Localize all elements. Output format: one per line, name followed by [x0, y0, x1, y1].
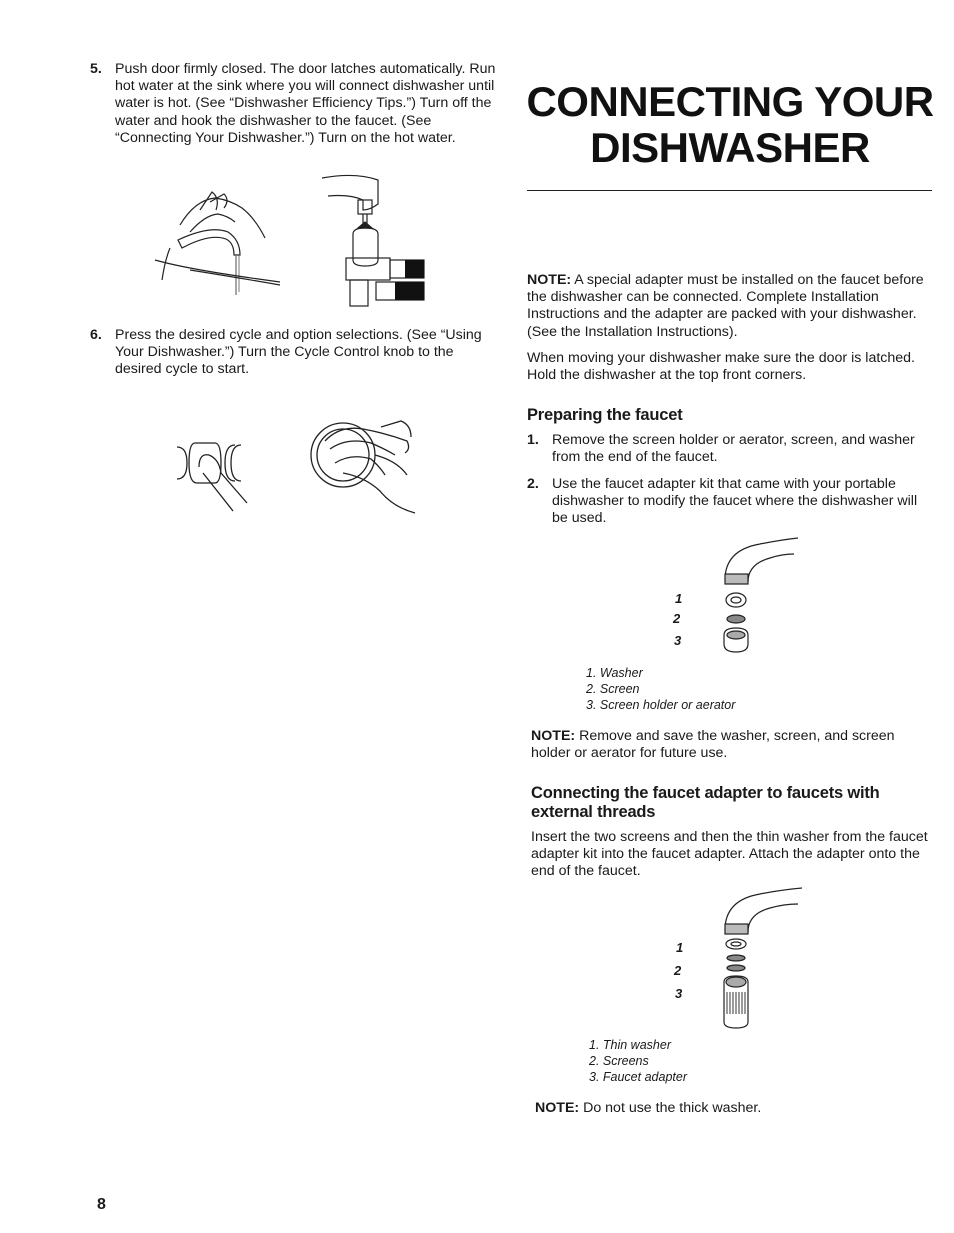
callout-2: 2 — [674, 963, 682, 978]
diagram-1-legend — [586, 665, 735, 713]
note-label: NOTE: — [535, 1100, 580, 1116]
section-heading: Connecting the faucet adapter to faucets with external threads — [531, 784, 880, 821]
legend-item: 3. Faucet adapter — [589, 1070, 687, 1084]
thick-washer-note — [535, 1100, 930, 1117]
body-text: Insert the two screens and then the thin washer from the faucet adapter kit into the faucet adapter. Attach the adapter onto the end of the faucet. — [531, 829, 928, 880]
step-text: Press the desired cycle and option selections. (See “Using Your Dishwasher.”) Turn the Cycle Control knob to the desired cycle to start. — [115, 327, 482, 378]
step-number: 2. — [527, 476, 539, 492]
diagram-2-legend — [589, 1037, 687, 1085]
prep-step-1 — [527, 432, 932, 466]
moving-paragraph — [527, 350, 927, 384]
note-label: NOTE: — [531, 728, 576, 744]
title-line-2: DISHWASHER — [590, 124, 870, 171]
callout-3: 3 — [674, 633, 682, 648]
section-heading: Preparing the faucet — [527, 406, 683, 424]
step-text: Push door firmly closed. The door latches automatically. Run hot water at the sink where you will connect dishwasher until water is hot. (See “Dishwasher Efficiency Tips.”) Turn off the water and hook the dishwasher to the faucet. (See “Connecting Your Dishwasher.”) Turn on the hot water. — [115, 61, 496, 146]
callout-3: 3 — [675, 986, 683, 1001]
page-title — [520, 79, 940, 171]
adapter-note — [527, 272, 927, 341]
note-text: Do not use the thick washer. — [579, 1100, 762, 1116]
faucet-parts-diagram — [670, 530, 810, 665]
legend-item: 2. Screens — [589, 1054, 649, 1068]
step-text: Use the faucet adapter kit that came with your portable dishwasher to modify the faucet where the dishwasher will be used. — [552, 476, 918, 527]
step-5 — [90, 61, 500, 147]
section-preparing-faucet — [527, 406, 932, 425]
note-paragraph — [531, 728, 931, 762]
note-paragraph — [535, 1100, 930, 1117]
faucet-washer-screen-drawing — [670, 530, 810, 665]
external-threads-body — [531, 829, 931, 881]
faucet-connection-illustration — [150, 170, 440, 310]
control-panel-illustration — [175, 415, 435, 520]
note-paragraph — [527, 272, 927, 341]
section-external-threads — [531, 784, 931, 822]
callout-1: 1 — [676, 940, 684, 955]
save-parts-note — [531, 728, 931, 762]
callout-1: 1 — [675, 591, 683, 606]
note-text: Remove and save the washer, screen, and screen holder or aerator for future use. — [531, 728, 895, 762]
legend-item: 1. Thin washer — [589, 1038, 671, 1052]
moving-text: When moving your dishwasher make sure the door is latched. Hold the dishwasher at the top front corners. — [527, 350, 915, 384]
note-label: NOTE: — [527, 272, 572, 288]
button-knob-drawing — [175, 415, 435, 520]
title-line-1: CONNECTING YOUR — [526, 78, 934, 125]
legend-item: 1. Washer — [586, 666, 643, 680]
adapter-assembly-drawing — [670, 882, 810, 1032]
sink-hand-drawing — [150, 170, 440, 310]
prep-step-2 — [527, 476, 932, 528]
page-number: 8 — [97, 1196, 106, 1213]
legend-item: 2. Screen — [586, 682, 640, 696]
adapter-parts-diagram — [670, 882, 810, 1032]
step-number: 1. — [527, 432, 539, 448]
title-rule — [527, 190, 932, 191]
step-number: 5. — [90, 61, 102, 77]
note-text: A special adapter must be installed on the faucet before the dishwasher can be connected. Complete Installation Instructions and the adapter are packed with your dishwasher. (See the Installation Instructions). — [527, 272, 924, 340]
legend-item: 3. Screen holder or aerator — [586, 698, 736, 712]
step-text: Remove the screen holder or aerator, screen, and washer from the end of the faucet. — [552, 432, 915, 466]
callout-2: 2 — [673, 611, 681, 626]
step-number: 6. — [90, 327, 102, 343]
step-6 — [90, 327, 500, 379]
